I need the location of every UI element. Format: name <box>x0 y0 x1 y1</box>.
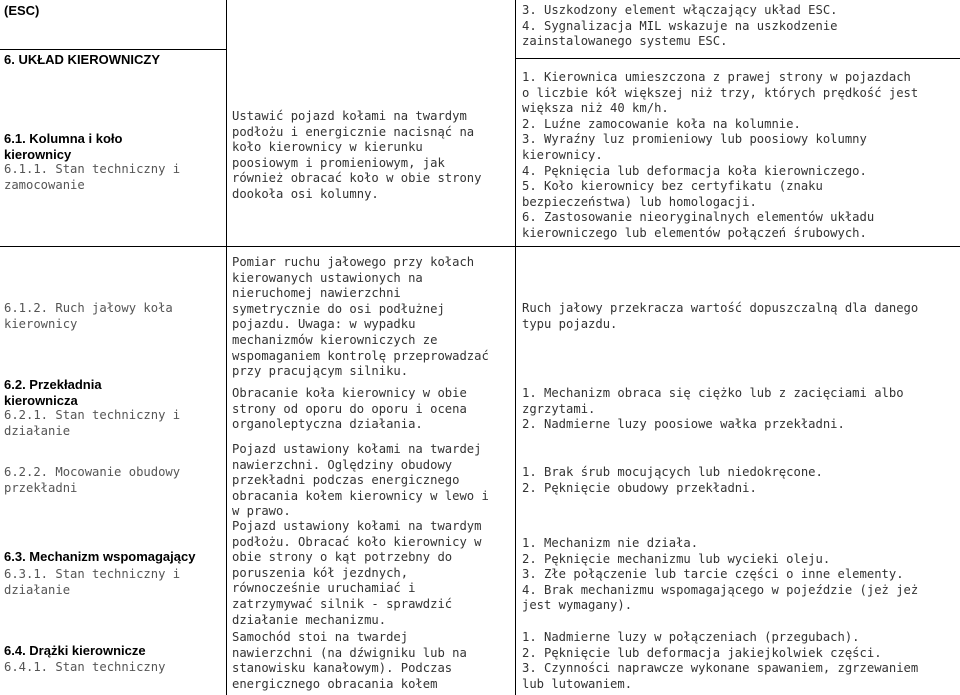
method-6-3-1: Pojazd ustawiony kołami na twardym podłożu. Obracać koło kierownicy w obie strony o kąt potrzebny do poruszenia kół jezdnych, równocześnie uruchamiać i zatrzymywać silnik - sprawdzić działanie mechanizmu. <box>232 519 482 627</box>
vertical-rule-col2 <box>515 0 516 695</box>
horizontal-rule-esc <box>515 58 960 59</box>
method-6-1-1: Ustawić pojazd kołami na twardym podłożu i energicznie nacisnąć na koło kierownicy w kierunku poosiowym i promieniowym, jak również obracać koło w obie strony dookoła osi kolumny. <box>232 109 482 201</box>
method-6-1-2: Pomiar ruchu jałowego przy kołach kierowanych ustawionych na nieruchomej nawierzchni symetrycznie do osi podłużnej pojazdu. Uwaga: w wypadku mechanizmów kierowniczych ze wspomaganiem kontrolę przeprowadzać przy pracującym silniku. <box>232 255 489 379</box>
horizontal-rule-row1 <box>0 246 960 247</box>
section-6-1-2: 6.1.2. Ruch jałowy koła kierownicy <box>4 301 173 331</box>
section-heading-6-4: 6.4. Drążki kierownicze <box>4 643 146 658</box>
section-6-4-1: 6.4.1. Stan techniczny <box>4 660 166 674</box>
faults-esc: 3. Uszkodzony element włączający układ ESC. 4. Sygnalizacja MIL wskazuje na uszkodzenie zainstalowanego systemu ESC. <box>522 3 838 49</box>
faults-6-3-1: 1. Mechanizm nie działa. 2. Pęknięcie mechanizmu lub wycieki oleju. 3. Złe połączenie lub tarcie części o inne elementy. 4. Brak mechanizmu wspomagającego w pojeździe (jeż jeż jest wymagany). <box>522 536 919 613</box>
faults-6-2-1: 1. Mechanizm obraca się ciężko lub z zacięciami albo zgrzytami. 2. Nadmierne luzy poosiowe wałka przekładni. <box>522 386 904 432</box>
faults-6-1-2: Ruch jałowy przekracza wartość dopuszczalną dla danego typu pojazdu. <box>522 301 919 331</box>
section-heading-6-2: 6.2. Przekładnia kierownicza <box>4 377 102 408</box>
horizontal-rule-top <box>0 49 227 50</box>
method-6-2-2: Pojazd ustawiony kołami na twardej nawierzchni. Oględziny obudowy przekładni podczas energicznego obracania kołem kierownicy w lewo i w prawo. <box>232 442 489 519</box>
section-heading-6-3: 6.3. Mechanizm wspomagający <box>4 549 196 564</box>
section-heading-6-1: 6.1. Kolumna i koło kierownicy <box>4 131 123 162</box>
method-6-2-1: Obracanie koła kierownicy w obie strony od oporu do oporu i ocena organoleptyczna działania. <box>232 386 467 432</box>
esc-label: (ESC) <box>4 3 40 18</box>
faults-6-4-1: 1. Nadmierne luzy w połączeniach (przegubach). 2. Pęknięcie lub deformacja jakiejkolwiek części. 3. Czynności naprawcze wykonane spawaniem, zgrzewaniem lub lutowaniem. <box>522 630 919 691</box>
section-6-2-2: 6.2.2. Mocowanie obudowy przekładni <box>4 465 181 495</box>
section-heading-6: 6. UKŁAD KIEROWNICZY <box>4 52 160 67</box>
method-6-4-1: Samochód stoi na twardej nawierzchni (na dźwigniku lub na stanowisku kanałowym). Podczas energicznego obracania kołem <box>232 630 467 691</box>
section-6-1-1: 6.1.1. Stan techniczny i zamocowanie <box>4 162 181 192</box>
section-6-2-1: 6.2.1. Stan techniczny i działanie <box>4 408 181 438</box>
vertical-rule-col1 <box>226 0 227 695</box>
faults-6-1-1: 1. Kierownica umieszczona z prawej strony w pojazdach o liczbie kół większej niż trzy, których prędkość jest większa niż 40 km/h. 2. Luźne zamocowanie koła na kolumnie. 3. Wyraźny luz promieniowy lub poosiowy kolumny kierownicy. 4. Pęknięcia lub deformacja koła kierowniczego. 5. Koło kierownicy bez certyfikatu (znaku bezpieczeństwa) lub homologacji. 6. Zastosowanie nieoryginalnych elementów układu kierowniczego lub elementów połączeń śrubowych. <box>522 70 919 240</box>
section-6-3-1: 6.3.1. Stan techniczny i działanie <box>4 567 181 597</box>
faults-6-2-2: 1. Brak śrub mocujących lub niedokręcone. 2. Pęknięcie obudowy przekładni. <box>522 465 823 495</box>
